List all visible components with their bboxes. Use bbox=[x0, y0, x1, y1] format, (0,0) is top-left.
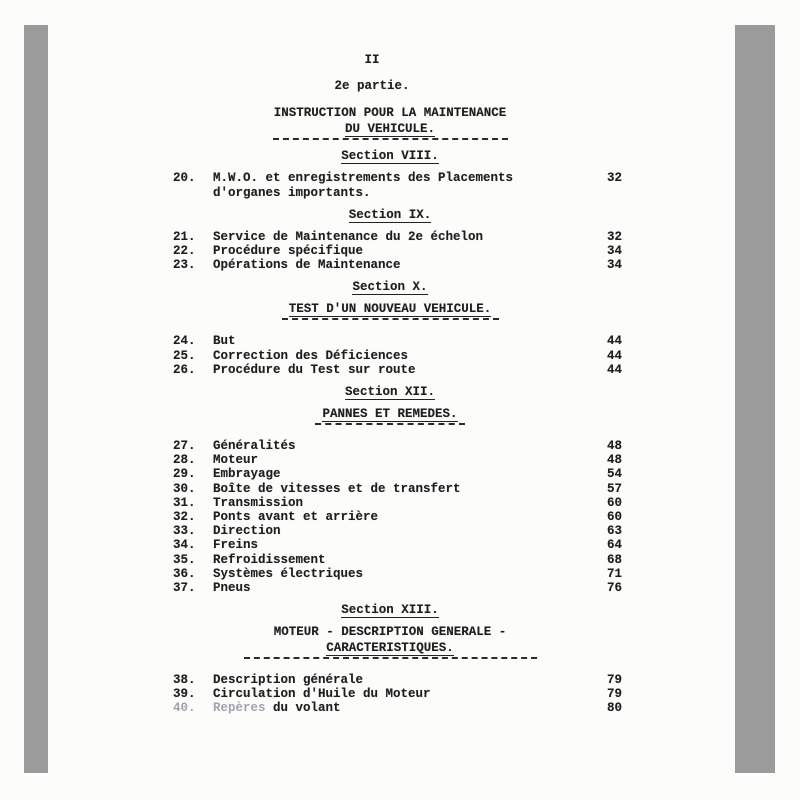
toc-subtitle bbox=[172, 302, 608, 321]
part-label: 2e partie. bbox=[334, 79, 410, 94]
item-number: 38. bbox=[173, 672, 196, 687]
toc-item bbox=[172, 439, 623, 454]
item-text: Pneus bbox=[213, 581, 251, 596]
section-label: Section X. bbox=[352, 280, 428, 295]
toc-subtitle bbox=[172, 407, 608, 426]
left-scan-edge-bar bbox=[24, 25, 48, 773]
toc-item bbox=[172, 362, 623, 377]
page-number: II bbox=[364, 53, 380, 67]
section-label: Section VIII. bbox=[341, 149, 439, 164]
subtitle-label: PANNES ET REMEDES. bbox=[322, 407, 458, 422]
toc-item bbox=[172, 467, 623, 482]
item-number: 28. bbox=[173, 453, 196, 468]
toc-item bbox=[172, 510, 623, 525]
item-number: 29. bbox=[173, 467, 196, 482]
dash-underline bbox=[282, 318, 499, 321]
toc-section-heading bbox=[172, 603, 608, 618]
item-text: Direction bbox=[213, 524, 281, 539]
item-text: Opérations de Maintenance bbox=[213, 258, 401, 273]
toc-section-heading bbox=[172, 280, 608, 295]
item-text: Refroidissement bbox=[213, 552, 326, 567]
item-number: 20. bbox=[173, 171, 196, 186]
doc-title bbox=[172, 106, 608, 141]
item-page: 79 bbox=[607, 686, 623, 701]
item-page: 71 bbox=[607, 566, 623, 581]
item-number: 35. bbox=[173, 552, 196, 567]
item-number: 39. bbox=[173, 686, 196, 701]
toc-item bbox=[172, 495, 623, 510]
item-number: 24. bbox=[173, 334, 196, 349]
item-page: 32 bbox=[607, 171, 623, 186]
subtitle-line1: MOTEUR - DESCRIPTION GENERALE - bbox=[273, 625, 507, 640]
section-label: Section IX. bbox=[348, 207, 432, 222]
doc-title-line2: DU VEHICULE. bbox=[344, 121, 435, 136]
item-text: Procédure du Test sur route bbox=[213, 362, 416, 377]
item-number: 27. bbox=[173, 439, 196, 454]
item-number: 26. bbox=[173, 362, 196, 377]
item-page: 64 bbox=[607, 538, 623, 553]
title-dash-underline bbox=[273, 138, 508, 141]
item-page: 48 bbox=[607, 453, 623, 468]
item-number: 40. bbox=[173, 701, 196, 716]
toc-item bbox=[172, 229, 623, 244]
item-page: 34 bbox=[607, 244, 623, 259]
toc-subtitle bbox=[172, 625, 608, 660]
item-number: 31. bbox=[173, 495, 196, 510]
item-text: M.W.O. et enregistrements des Placements d'organes importants. bbox=[213, 171, 514, 200]
toc-item bbox=[172, 453, 623, 468]
subtitle-line2: CARACTERISTIQUES. bbox=[326, 640, 454, 655]
item-text: Moteur bbox=[213, 453, 259, 468]
section-label: Section XII. bbox=[344, 385, 435, 400]
item-page: 54 bbox=[607, 467, 623, 482]
item-page: 44 bbox=[607, 362, 623, 377]
table-of-contents bbox=[172, 149, 623, 716]
toc-item bbox=[172, 334, 623, 349]
item-text: Repères du volant bbox=[213, 701, 341, 716]
doc-title-line1: INSTRUCTION POUR LA MAINTENANCE bbox=[273, 106, 507, 121]
dash-underline bbox=[244, 657, 537, 660]
toc-item bbox=[172, 481, 623, 496]
scanned-page bbox=[172, 53, 623, 716]
toc-item bbox=[172, 524, 623, 539]
item-number: 37. bbox=[173, 581, 196, 596]
toc-item bbox=[172, 258, 623, 273]
toc-item bbox=[172, 701, 623, 716]
item-page: 44 bbox=[607, 334, 623, 349]
item-page: 79 bbox=[607, 672, 623, 687]
item-page: 60 bbox=[607, 495, 623, 510]
item-text: Correction des Déficiences bbox=[213, 348, 409, 363]
toc-item bbox=[172, 686, 623, 701]
item-page: 60 bbox=[607, 510, 623, 525]
item-text: Généralités bbox=[213, 439, 296, 454]
item-text: Circulation d'Huile du Moteur bbox=[213, 686, 431, 701]
item-page: 63 bbox=[607, 524, 623, 539]
toc-item bbox=[172, 581, 623, 596]
item-number: 25. bbox=[173, 348, 196, 363]
item-page: 34 bbox=[607, 258, 623, 273]
section-label: Section XIII. bbox=[341, 603, 439, 618]
item-text: Ponts avant et arrière bbox=[213, 510, 379, 525]
item-text: But bbox=[213, 334, 236, 349]
toc-item bbox=[172, 552, 623, 567]
toc-item bbox=[172, 348, 623, 363]
subtitle-label: TEST D'UN NOUVEAU VEHICULE. bbox=[288, 302, 492, 317]
item-number: 32. bbox=[173, 510, 196, 525]
item-page: 48 bbox=[607, 439, 623, 454]
item-text: Service de Maintenance du 2e échelon bbox=[213, 229, 484, 244]
toc-section-heading bbox=[172, 149, 608, 164]
toc-item bbox=[172, 171, 623, 200]
item-text: Description générale bbox=[213, 672, 364, 687]
item-page: 68 bbox=[607, 552, 623, 567]
item-text: Embrayage bbox=[213, 467, 281, 482]
toc-item bbox=[172, 244, 623, 259]
item-page: 76 bbox=[607, 581, 623, 596]
item-text: Systèmes électriques bbox=[213, 566, 364, 581]
toc-item bbox=[172, 566, 623, 581]
item-number: 21. bbox=[173, 229, 196, 244]
item-page: 32 bbox=[607, 229, 623, 244]
item-number: 23. bbox=[173, 258, 196, 273]
item-number: 33. bbox=[173, 524, 196, 539]
item-text: Freins bbox=[213, 538, 259, 553]
right-scan-edge-bar bbox=[735, 25, 775, 773]
item-text: Boîte de vitesses et de transfert bbox=[213, 481, 461, 496]
toc-item bbox=[172, 538, 623, 553]
item-page: 44 bbox=[607, 348, 623, 363]
item-text: Procédure spécifique bbox=[213, 244, 364, 259]
item-text: Transmission bbox=[213, 495, 304, 510]
item-number: 34. bbox=[173, 538, 196, 553]
item-page: 57 bbox=[607, 481, 623, 496]
toc-item bbox=[172, 672, 623, 687]
toc-section-heading bbox=[172, 385, 608, 400]
item-number: 36. bbox=[173, 566, 196, 581]
toc-section-heading bbox=[172, 208, 608, 223]
item-page: 80 bbox=[607, 701, 623, 716]
item-number: 22. bbox=[173, 244, 196, 259]
item-number: 30. bbox=[173, 481, 196, 496]
dash-underline bbox=[315, 423, 465, 426]
